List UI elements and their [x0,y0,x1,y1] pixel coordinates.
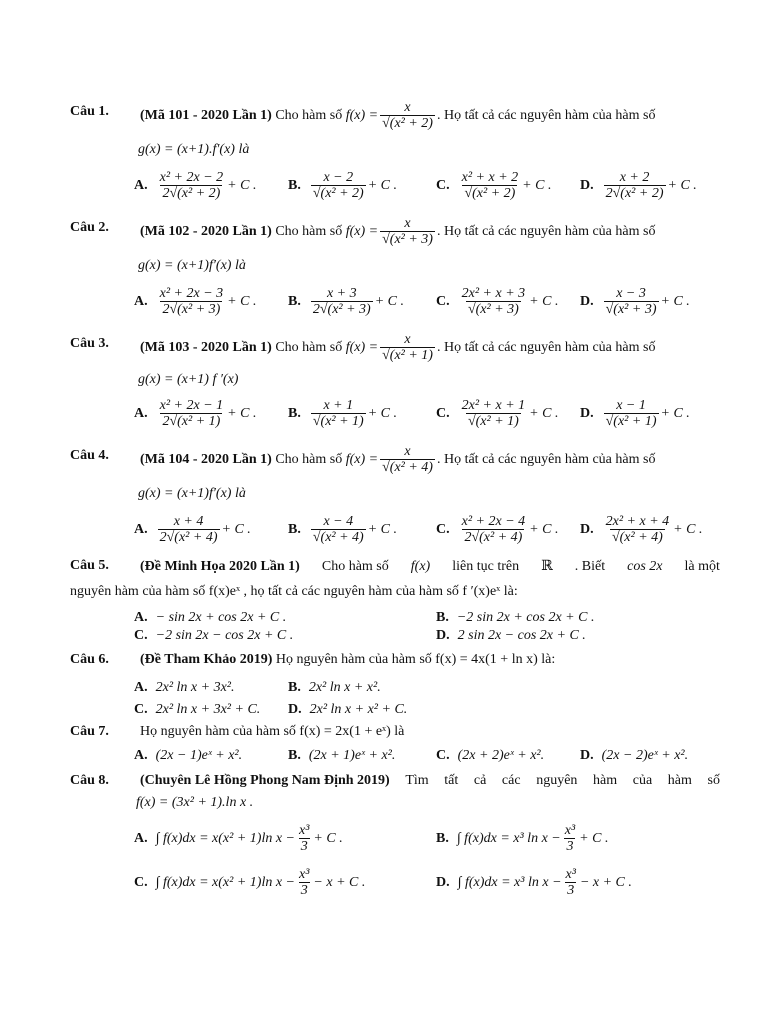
option-a[interactable]: A. $\frac{x + 4}{\text{2√(x² + 4)}}$ + C . [134,514,251,545]
option-a[interactable]: A. (2x − 1)eˣ + x². [134,748,243,763]
option-a[interactable]: A. 2x² ln x + 3x². [134,680,235,695]
function-fraction: $\frac{x}{\text{√(x² + 4)}}$ [382,444,433,475]
option-c[interactable]: C. 2x² ln x + 3x² + C. [134,702,261,717]
option-b[interactable]: B. $\frac{x - 4}{\text{√(x² + 4)}}$ + C . [288,514,398,545]
option-d[interactable]: D. $\frac{\text{2x² + x + 4}}{\text{√(x² + 4)}}$ + C . [580,514,703,545]
question-stem: (Mã 102 - 2020 Lần 1) Cho hàm số f(x) = $\frac{x}{\text{√(x² + 3)}}$ . Họ tất cả các nguyên hàm của hàm số [140,216,656,247]
question-stem: (Mã 103 - 2020 Lần 1) Cho hàm số f(x) = $\frac{x}{\text{√(x² + 1)}}$ . Họ tất cả các nguyên hàm của hàm số [140,332,656,363]
question-label: Câu 8. [70,773,109,788]
option-c[interactable]: C. $\frac{\text{x² + 2x − 4}}{\text{2√(x² + 4)}}$ + C . [436,514,559,545]
question-label: Câu 4. [70,448,109,463]
option-a[interactable]: A. $\frac{\text{x² + 2x − 1}}{\text{2√(x² + 1)}}$ + C . [134,398,257,429]
question-stem: Họ nguyên hàm của hàm số f(x) = 2x(1 + eˣ) là [140,724,405,739]
option-c[interactable]: C. (2x + 2)eˣ + x². [436,748,545,763]
option-d[interactable]: D. (2x − 2)eˣ + x². [580,748,689,763]
option-a[interactable]: A. $\frac{\text{x² + 2x − 2}}{\text{2√(x² + 2)}}$ + C . [134,170,257,201]
option-c[interactable]: C. $\frac{\text{2x² + x + 1}}{\text{√(x² + 1)}}$ + C . [436,398,559,429]
option-c[interactable]: C. $\frac{\text{2x² + x + 3}}{\text{√(x² + 3)}}$ + C . [436,286,559,317]
option-d[interactable]: D. ∫ f(x)dx = x³ ln x − $\frac{\text{x³}}{3}$ − x + C . [436,867,632,898]
option-d[interactable]: D. $\frac{x - 1}{\text{√(x² + 1)}}$ + C . [580,398,690,429]
option-b[interactable]: B. ∫ f(x)dx = x³ ln x − $\frac{\text{x³}}{3}$ + C . [436,823,609,854]
function-fraction: $\frac{x}{\text{√(x² + 1)}}$ [382,332,433,363]
option-d[interactable]: D. 2x² ln x + x² + C. [288,702,408,717]
option-d[interactable]: D. $\frac{x + 2}{\text{2√(x² + 2)}}$ + C . [580,170,697,201]
option-b[interactable]: B. −2 sin 2x + cos 2x + C . [436,610,595,625]
option-a[interactable]: A. $\frac{\text{x² + 2x − 3}}{\text{2√(x² + 3)}}$ + C . [134,286,257,317]
option-c[interactable]: C. $\frac{\text{x² + x + 2}}{\text{√(x² + 2)}}$ + C . [436,170,552,201]
question-stem: (Đề Tham Khảo 2019) Họ nguyên hàm của hàm số f(x) = 4x(1 + ln x) là: [140,652,556,667]
option-c[interactable]: C. ∫ f(x)dx = x(x² + 1)ln x − $\frac{\text{x³}}{3}$ − x + C . [134,867,366,898]
option-b[interactable]: B. $\frac{x + 1}{\text{√(x² + 1)}}$ + C . [288,398,398,429]
question-label: Câu 5. [70,558,109,573]
question-label: Câu 2. [70,220,109,235]
question-stem: (Mã 104 - 2020 Lần 1) Cho hàm số f(x) = $\frac{x}{\text{√(x² + 4)}}$ . Họ tất cả các nguyên hàm của hàm số [140,444,656,475]
function-fraction: $\frac{x}{\text{√(x² + 2)}}$ [382,100,433,131]
option-a[interactable]: A. − sin 2x + cos 2x + C . [134,610,287,625]
function-fraction: $\frac{x}{\text{√(x² + 3)}}$ [382,216,433,247]
option-a[interactable]: A. ∫ f(x)dx = x(x² + 1)ln x − $\frac{\text{x³}}{3}$ + C . [134,823,343,854]
question-stem: (Đề Minh Họa 2020 Lần 1) Cho hàm số f(x) liên tục trên ℝ . Biết cos 2x là một [140,558,720,574]
question-label: Câu 1. [70,104,109,119]
option-d[interactable]: D. 2 sin 2x − cos 2x + C . [436,628,586,643]
question-label: Câu 7. [70,724,109,739]
question-label: Câu 3. [70,336,109,351]
option-c[interactable]: C. −2 sin 2x − cos 2x + C . [134,628,294,643]
exam-page: Câu 1. (Mã 101 - 2020 Lần 1) Cho hàm số f(x) = $\frac{x}{\text{√(x² + 2)}}$ . Họ tất cả các nguyên hàm của hàm số g(x) = (x+1).f′(x) là A. $\frac{\text{x² + 2x − 2}}{\text{2√(x² + 2)}}$ + C . B. $\frac{x - 2}{\text{√(x² + 2)}}$ + C . C. $\frac{\text{x² + x + 2}}{\text{√(x² + 2)}}$ + C . D. $\frac{x + 2}{\text{2√(x² + 2)}}$ + C . Câu 2. (Mã 102 - 2020 Lần 1) Cho hàm số f(x) = $\frac{x}{\text{√(x² + 3)}}$ . Họ tất cả các nguyên hàm của hàm số g(x) = (x+1)f′(x) là A. $\frac{\text{x² + 2x − 3}}{\text{2√(x² + 3)}}$ + C . B. $\frac{x + 3}{\text{2√(x² + 3)}}$ + C . C. $\frac{\text{2x² + x + 3}}{\text{√(x² + 3)}}$ + C . D. $\frac{x - 3}{\text{√(x² + 3)}}$ + C . Câu 3. (Mã 103 - 2020 Lần 1) Cho hàm số f(x) = $\frac{x}{\text{√(x² + 1)}}$ . Họ tất cả các nguyên hàm của hàm số g(x) = (x+1) f ′(x) A. $\frac{\text{x² + 2x − 1}}{\text{2√(x² + 1)}}$ + C . B. $\frac{x + 1}{\text{√(x² + 1)}}$ + C . C. $\frac{\text{2x² + x + 1}}{\text{√(x² + 1)}}$ + C . D. $\frac{x - 1}{\text{√(x² + 1)}}$ + C . Câu 4. (Mã 104 - 2020 Lần 1) Cho hàm số f(x) = $\frac{x}{\text{√(x² + 4)}}$ . Họ tất cả các nguyên hàm của hàm số g(x) = (x+1)f′(x) là A. $\frac{x + 4}{\text{2√(x² + 4)}}$ + C . B. $\frac{x - 4}{\text{√(x² + 4)}}$ + C . C. $\frac{\text{x² + 2x − 4}}{\text{2√(x² + 4)}}$ + C . D. $\frac{\text{2x² + x + 4}}{\text{√(x² + 4)}}$ + C . Câu 5. (Đề Minh Họa 2020 Lần 1) Cho hàm số f(x) liên tục trên ℝ . Biết cos 2x là một nguyên hàm của hàm số f(x)eˣ , họ tất cả các nguyên hàm của hàm số f ′(x)eˣ là: A. − sin 2x + cos 2x + C . B. −2 sin 2x + cos 2x + C . C. −2 sin 2x − cos 2x + C . D. 2 sin 2x − cos 2x + C . Câu 6. (Đề Tham Khảo 2019) Họ nguyên hàm của hàm số f(x) = 4x(1 + ln x) là: A. 2x² ln x + 3x². B. 2x² ln x + x². C. 2x² ln x + 3x² + C. D. 2x² ln x + x² + C. Câu 7. Họ nguyên hàm của hàm số f(x) = 2x(1 + eˣ) là A. (2x − 1)eˣ + x². B. (2x + 1)eˣ + x². C. (2x + 2)eˣ + x². D. (2x − 2)eˣ + x². Câu 8. (Chuyên Lê Hồng Phong Nam Định 2019) Tìm tất cả các nguyên hàm của hàm số f(x) = (3x² + 1).ln x . A. ∫ f(x)dx = x(x² + 1)ln x − $\frac{\text{x³}}{3}$ + C . B. ∫ f(x)dx = x³ ln x − $\frac{\text{x³}}{3}$ + C . C. ∫ f(x)dx = x(x² + 1)ln x − $\frac{\text{x³}}{3}$ − x + C . D. ∫ f(x)dx = x³ ln x − $\frac{\text{x³}}{3}$ − x + C . [70,100,720,898]
option-b[interactable]: B. $\frac{x - 2}{\text{√(x² + 2)}}$ + C . [288,170,398,201]
option-d[interactable]: D. $\frac{x - 3}{\text{√(x² + 3)}}$ + C . [580,286,690,317]
option-b[interactable]: B. 2x² ln x + x². [288,680,381,695]
question-stem: (Chuyên Lê Hồng Phong Nam Định 2019) Tìm tất cả các nguyên hàm của hàm số [140,773,720,788]
option-b[interactable]: B. $\frac{x + 3}{\text{2√(x² + 3)}}$ + C . [288,286,405,317]
question-label: Câu 6. [70,652,109,667]
question-stem: (Mã 101 - 2020 Lần 1) Cho hàm số f(x) = $\frac{x}{\text{√(x² + 2)}}$ . Họ tất cả các nguyên hàm của hàm số [140,100,656,131]
option-b[interactable]: B. (2x + 1)eˣ + x². [288,748,396,763]
